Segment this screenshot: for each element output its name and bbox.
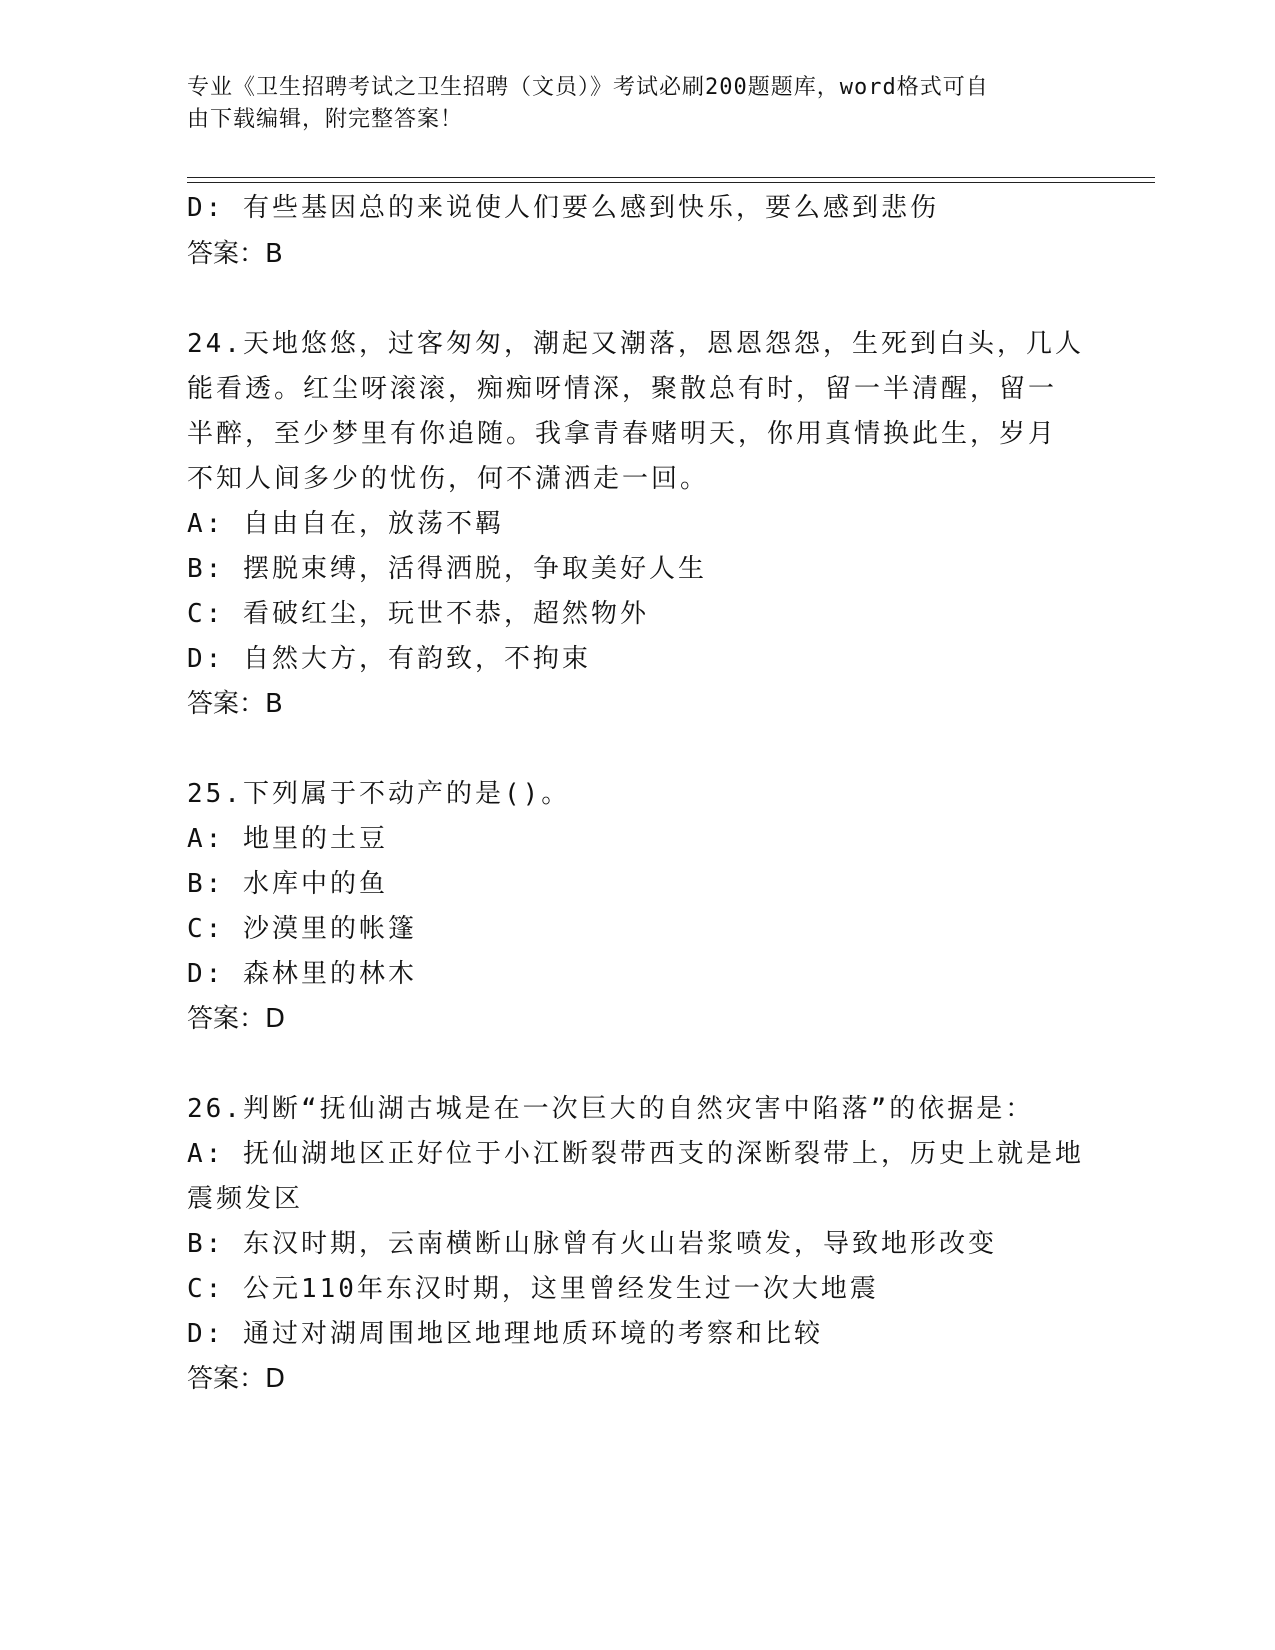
- q25-option-c: C: 沙漠里的帐篷: [187, 914, 417, 944]
- q24-stem-line-2: 能看透。红尘呀滚滚，痴痴呀情深，聚散总有时，留一半清醒，留一: [187, 374, 1058, 404]
- q26-option-b: B: 东汉时期，云南横断山脉曾有火山岩浆喷发，导致地形改变: [187, 1229, 997, 1259]
- q26-answer: 答案：D: [187, 1364, 286, 1394]
- header-rule-bottom: [187, 182, 1155, 183]
- q24-option-d: D: 自然大方，有韵致，不拘束: [187, 644, 591, 674]
- prev-option-d: D: 有些基因总的来说使人们要么感到快乐，要么感到悲伤: [187, 193, 939, 223]
- q24-stem-line-3: 半醉，至少梦里有你追随。我拿青春赌明天，你用真情换此生，岁月: [187, 419, 1058, 449]
- q25-option-b: B: 水库中的鱼: [187, 869, 388, 899]
- q26-option-a-line-2: 震频发区: [187, 1184, 304, 1214]
- q24-answer: 答案：B: [187, 689, 283, 719]
- q25-option-d: D: 森林里的林木: [187, 959, 417, 989]
- q25-answer: 答案：D: [187, 1004, 286, 1034]
- q26-option-c: C: 公元110年东汉时期，这里曾经发生过一次大地震: [187, 1274, 879, 1304]
- header-line-2: 由下载编辑，附完整答案！: [187, 107, 464, 132]
- q24-stem-line-4: 不知人间多少的忧伤，何不潇洒走一回。: [187, 464, 710, 494]
- header-rule-top: [187, 177, 1155, 178]
- q25-option-a: A: 地里的土豆: [187, 824, 388, 854]
- q24-option-a: A: 自由自在，放荡不羁: [187, 509, 504, 539]
- q24-stem-line-1: 24.天地悠悠，过客匆匆，潮起又潮落，恩恩怨怨，生死到白头，几人: [187, 329, 1084, 359]
- q26-option-d: D: 通过对湖周围地区地理地质环境的考察和比较: [187, 1319, 823, 1349]
- q24-option-c: C: 看破红尘，玩世不恭，超然物外: [187, 599, 649, 629]
- q24-option-b: B: 摆脱束缚，活得洒脱，争取美好人生: [187, 554, 707, 584]
- prev-answer: 答案：B: [187, 239, 283, 269]
- q26-stem: 26.判断“抚仙湖古城是在一次巨大的自然灾害中陷落”的依据是：: [187, 1094, 1035, 1124]
- q26-option-a-line-1: A: 抚仙湖地区正好位于小江断裂带西支的深断裂带上，历史上就是地: [187, 1139, 1084, 1169]
- document-header: [187, 72, 1087, 136]
- q25-stem: 25.下列属于不动产的是()。: [187, 779, 571, 809]
- header-line-1: 专业《卫生招聘考试之卫生招聘（文员）》考试必刷200题题库，word格式可自: [187, 75, 989, 100]
